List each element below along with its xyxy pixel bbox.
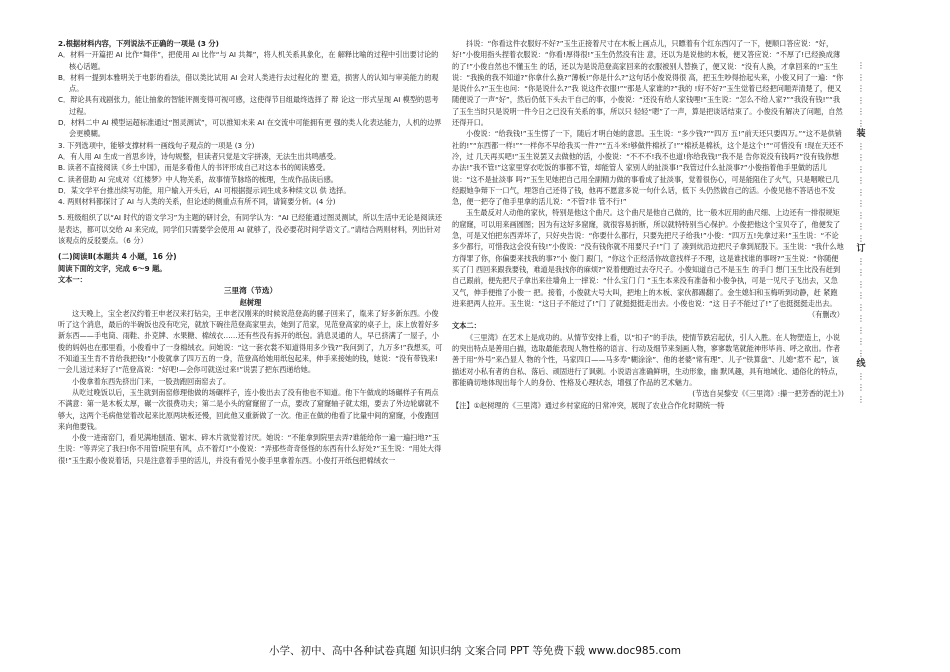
passage-paragraph: 小俊拿着东西先挤出门来，一股劲跑回南窑去了。 xyxy=(72,376,231,386)
q3-option-a: A．有人用 AI 生成一首思乡诗，诗句规整，但读者只觉是文字拼凑，无法生出共鸣感受。 xyxy=(58,151,341,161)
passage-paragraph: 这天晚上，宝全老汉约着王申老汉来打钻尖，王申老汉刚来的时候说范登高的骡子回来了，胤来了好多新东西。小俊听了这个消息，最后的半碗饭也没有吃完，就放下碗往范登高家里去，她到了范家，见范登高家的桌子上，床上放着好多新东西——手电筒、雨鞋、扑克牌、水果糖、棉绒衣……还有些没有拆开的纸包。消息灵通的人，早已挤满了一屋子，小俊的妈妈也在那里看，小俊看中了一身棉绒衣。问她说：“这一套衣裳不知道得用多少钱?”我问到了，九万多!”我想买，可不知道玉生肯不肯给我把钱!”小俊就拿了四万五的一身，范登高给她用纸包起来，伸手来接她的钱，她说：“没有带钱来!一会儿送过来好了!”范登高说：“好吧!—会你可就送过来!”说罢了把东西递给她。 xyxy=(58,308,443,375)
text2-paragraph: 《三里湾》在艺术上是成功的。从情节安排上看，以“扣子”的手法，使情节跌宕起伏，引人入胜。在人物塑造上，小说的突出特点是善用白描，选取最能表现人物性格的语言、行动及细节来刻画人物，寥寥数笔就能神形毕肖、呼之欲出。作者善于用“外号”来凸显人 物的个性，马家四口——马多寿“糊涂涂”、他的老婆“常有理”、儿子“铁算盘”、儿媳“惹不 起”，该描述对小私有者的自私、落后、顽固进行了讽刺。小说语言准确鲜明，生动形象，幽 默风趣，具有地域化、通俗化的特点，都能确切地体现出每个人的身份、性格及心理状态，增强了作品的艺术魅力。 xyxy=(452,332,843,387)
text2-label: 文本二： xyxy=(452,321,481,331)
cut-note: （有删改） xyxy=(808,310,844,320)
q2-option-c: C．辩论具有戏剧张力，能让抽象的智能评测变得可视可感，这使得节目组最终选择了 辩 论这一形式呈现 AI 模型的思考过程。 xyxy=(58,95,439,116)
binding-char-xian: 线 xyxy=(856,359,866,369)
reading-instruction: 阅读下面的文字，完成 6～9 题。 xyxy=(58,263,167,273)
q2-stem: 2.根据材料内容，下列说法不正确的一项是 (3 分) xyxy=(58,39,219,48)
q3-stem: 3. 下列选项中，能够支撑材料一画线句子观点的一项是 (3 分) xyxy=(58,140,255,150)
passage-paragraph: 小俊说：“给我钱!”玉生愣了一下，随后才明白她的意思。玉生说：“多少钱?”“四万 五!”前天还只要四万。”“这不是供销社的!”“东西都一样!”“一样你不早给我买一件?”“五斗米!够做件棉袄了!”“棉袄是棉袄，这个是这个!”“可惜没有 !现在天还不冷，过 几天再买吧!”玉生说罢又去做他的活，小俊说：“不不不!我不也道!你给我钱!”我不是 告你说没有钱吗?”没有钱你想办法!”我不管!”这家里穿衣吃饭的事都不管，却能管人 家别人的扯淡事!”我管过什么扯淡事?”小俊指着他手里做的活儿说：“这不是扯淡事 吗?”玉生见她把自己用全副精力做的事看成了扯淡事，觉着很伤心，可是能阻住了火气，只是咽喉已几经跟她争辩下一口气，埋怨自己还得了钱，他再不愿意多说一句什么话，低下 头仍然做自己的活。小俊见他不答话也不发急，便一把夺了他手里拿的活儿说：“不管?非 管不行!” xyxy=(452,129,844,207)
passage-paragraph: 抖说：“你看这件衣服好不好?”玉生正接着尺寸在木板上画点儿，只瞟着有个红东西闪了一下，便顺口答应说：“好，好!”小俊用指头捏着衣服说：“你看!厚得很!”玉生仍然没有注 意，还以为是说他的木板，便又答应说：“不厚了!已经换成薄的了!”小俊自然也不懂玉生 的话，还以为是说范登高家回来的衣服被别人替换了，便又说：“没有人换，才拿回来的!”玉生说：“我换的我不知道?”你拿什么换?”薄板!”你是什么?”这句话小俊说得很 高，把玉生吵得抬起头来，小俊又问了一遍：“你是说什么?”玉生也问：“你是说什么?”我 说这件衣服!”“那是人家谁的?”我的 !好不好?”玉生觉着已经把问题弄清楚了，便又 随便说了一声“好”，然后仍低下头去干自己的事，小俊说：“还没有给人家钱哩!”玉生说：“怎么不给人家?”“我没有钱!”“我了玉生当时只是说明一件今日之已没有关系的事，所以只 轻轻“嗯”了一声，算是把谈话结束了。小俊没有解决了问题，自然还得开口。 xyxy=(452,39,844,128)
binding-margin: ⋮ ⋮ ⋮ ⋮ ⋮ ⋮ 装 ⋮ ⋮ ⋮ ⋮ ⋮ ⋮ ⋮ ⋮ ⋮ 订 ⋮ ⋮ ⋮ ⋮ ⋮ ⋮ ⋮ ⋮ ⋮ 线 ⋮ ⋮ ⋮ xyxy=(856,61,866,404)
q2-option-a: A．材料一开篇把 AI 比作“舞伴”，把使用 AI 比作“与 AI 共舞”，将人机关系具象化，在 解释比喻的过程中引出要讨论的核心话题。 xyxy=(58,50,439,71)
q3-option-b: B. 读者不直接阅读《乡土中国》，而是多看他人的书评形成自己对这本书的阅读感受。 xyxy=(58,163,330,173)
q2-option-d: D．材料二中 AI 模型运超标准通过“图灵测试”，可以推知未来 AI 在交流中可能拥有更 强的类人化表达能力，人机的边界会更模糊。 xyxy=(58,118,442,139)
q2-option-b: B．材料一提到本雅明关于电影的看法，借以类比试用 AI 会对人类进行去过程化的 塑 造，损害人的认知与审美能力的观点。 xyxy=(58,72,439,94)
section-heading: (二)阅读Ⅱ(本题共 4 小题，16 分) xyxy=(58,252,177,262)
text2-source: (节选自吴黎安《《三里湾》:攥一把芳香的泥土》) xyxy=(692,389,844,399)
q3-option-c: C. 读者借助 AI 完成对《红楼梦》中人物关系，故事情节脉络的梳理，生成作品读后感。 xyxy=(58,174,338,184)
right-column xyxy=(452,38,844,411)
page-footer: 小学、初中、高中各种试卷真题 知识归纳 文案合同 PPT 等免费下载 www.doc985.com xyxy=(268,645,682,657)
passage-paragraph: 小俊一进南窑门，看见满地刨渣、锯末、碎木片就觉着讨厌。她说：“不能拿到院里去弄?谁能给你一遍一遍扫地?”玉生说：“等弄完了我扫!你不用管!院里有风，点不着灯!”小俊说：“弄那些奇奇怪怪的东西有什么好处?”玉生说：“用处大得很!”玉生跟小俊说着话，只是注意着手里的活儿，并没有看见小俊手里拿着东西。小俊打开纸包把棉绒衣一 xyxy=(58,433,442,465)
q5-stem: 5. 班级组织了以“AI 时代的语文学习”为主题的研讨会，有同学认为：“AI 已经能通过图灵测试，所以生活中无论是阅读还是表达，都可以交给 AI 来完成，同学们只需要学会使用 AI 就够了，没必要花时间学语文了。”请结合两则材料，列出针对该观点的反驳要点。（6 分） xyxy=(58,213,442,246)
binding-char-ding: 订 xyxy=(856,244,866,254)
binding-char-zhuang: 装 xyxy=(856,129,866,139)
passage-paragraph: 从吃过晚饭以后，玉生就到南窑修理他做的场碾样子，连小俊出去了没有他也不知道。他下午做成的场碾样子有两点不满意：第一是木板太厚，碾一次很费功夫；第二是小头的窟窿留了一点，要改了窟窿轴子就太细，要去了外边轮廓就不够大，这两个毛病他觉着改起来比原两块板还慢，回此他又重新做了一次。他正在做的他看了比量中间的窟窿，小俊跑回来向他要钱。 xyxy=(58,387,439,431)
left-column xyxy=(58,38,443,466)
footnote: 【注】①赵树理的《三里湾》通过乡村家庭的日常冲突，展现了农业合作化时期统一特 xyxy=(452,400,725,410)
text1-label: 文本一： xyxy=(58,274,87,284)
q3-option-d: D．某文学平台推出续写功能，用户输入开头后，AI 可根据提示词生成多种续文以 供 选择。 xyxy=(58,185,351,195)
passage-title: 三里湾（节选） xyxy=(223,286,278,296)
q4-stem: 4. 两则材料都探讨了 AI 与人类的关系，但论述的侧重点有所不同，请简要分析。(4 分) xyxy=(58,197,336,207)
passage-author: 赵树理 xyxy=(239,297,262,307)
passage-paragraph: 玉生最反对人动他的家伙，特别是他这个曲尺。这个曲尺是他自己做的，比一般木匠用的曲尺细、上边还有一排很规矩的窟窿，可以用来画圆图；因为有这好多窟窿，就很容易折断，所以就特特别当心保护。小俊把他这个宝贝夺了，他便发了急，可是又怕把东西弄坏了，只好央告说：“你要什么都行，只要先把尺子给我!”小俊：“四万五!先拿过来!”玉生说：“不论多少都行，可惜我这会没有钱!”小俊说：“没有钱你就不用要尺子!”门 了 凑到炕沿边把尺子拿到屁股下。玉生说：“我什么地方得罪了你，你偏要来找我的事?”小 俊门 跟门，“你这个正经活你故意找样子不理，这是谁找谁的事呀?”玉生说：“你随便买了门 西回来跟我要钱，难道是我找你的麻烦?”说着便跑过去夺尺子。小俊知道自己不是玉生 的手门 想门玉生比没有赶到自己跟前，便先把尺子拿出来往墙角上一摔说：“什么宝门 门 ”玉生本来没有准备和小俊争执，可是一见尺子飞出去，又急又气，伸手便推了小俊一 把。接着，小俊就大号大叫，把地上的木板、家伙都踢翻了。金生媳妇和玉梅听到动静，赶 紧跑进来把两人拉开。玉生说：“这日子不能过了!”门 了就挺挺挺走出去。小俊也说：“这 日子不能过了!”了也挺挺挺走出去。 xyxy=(452,208,844,308)
